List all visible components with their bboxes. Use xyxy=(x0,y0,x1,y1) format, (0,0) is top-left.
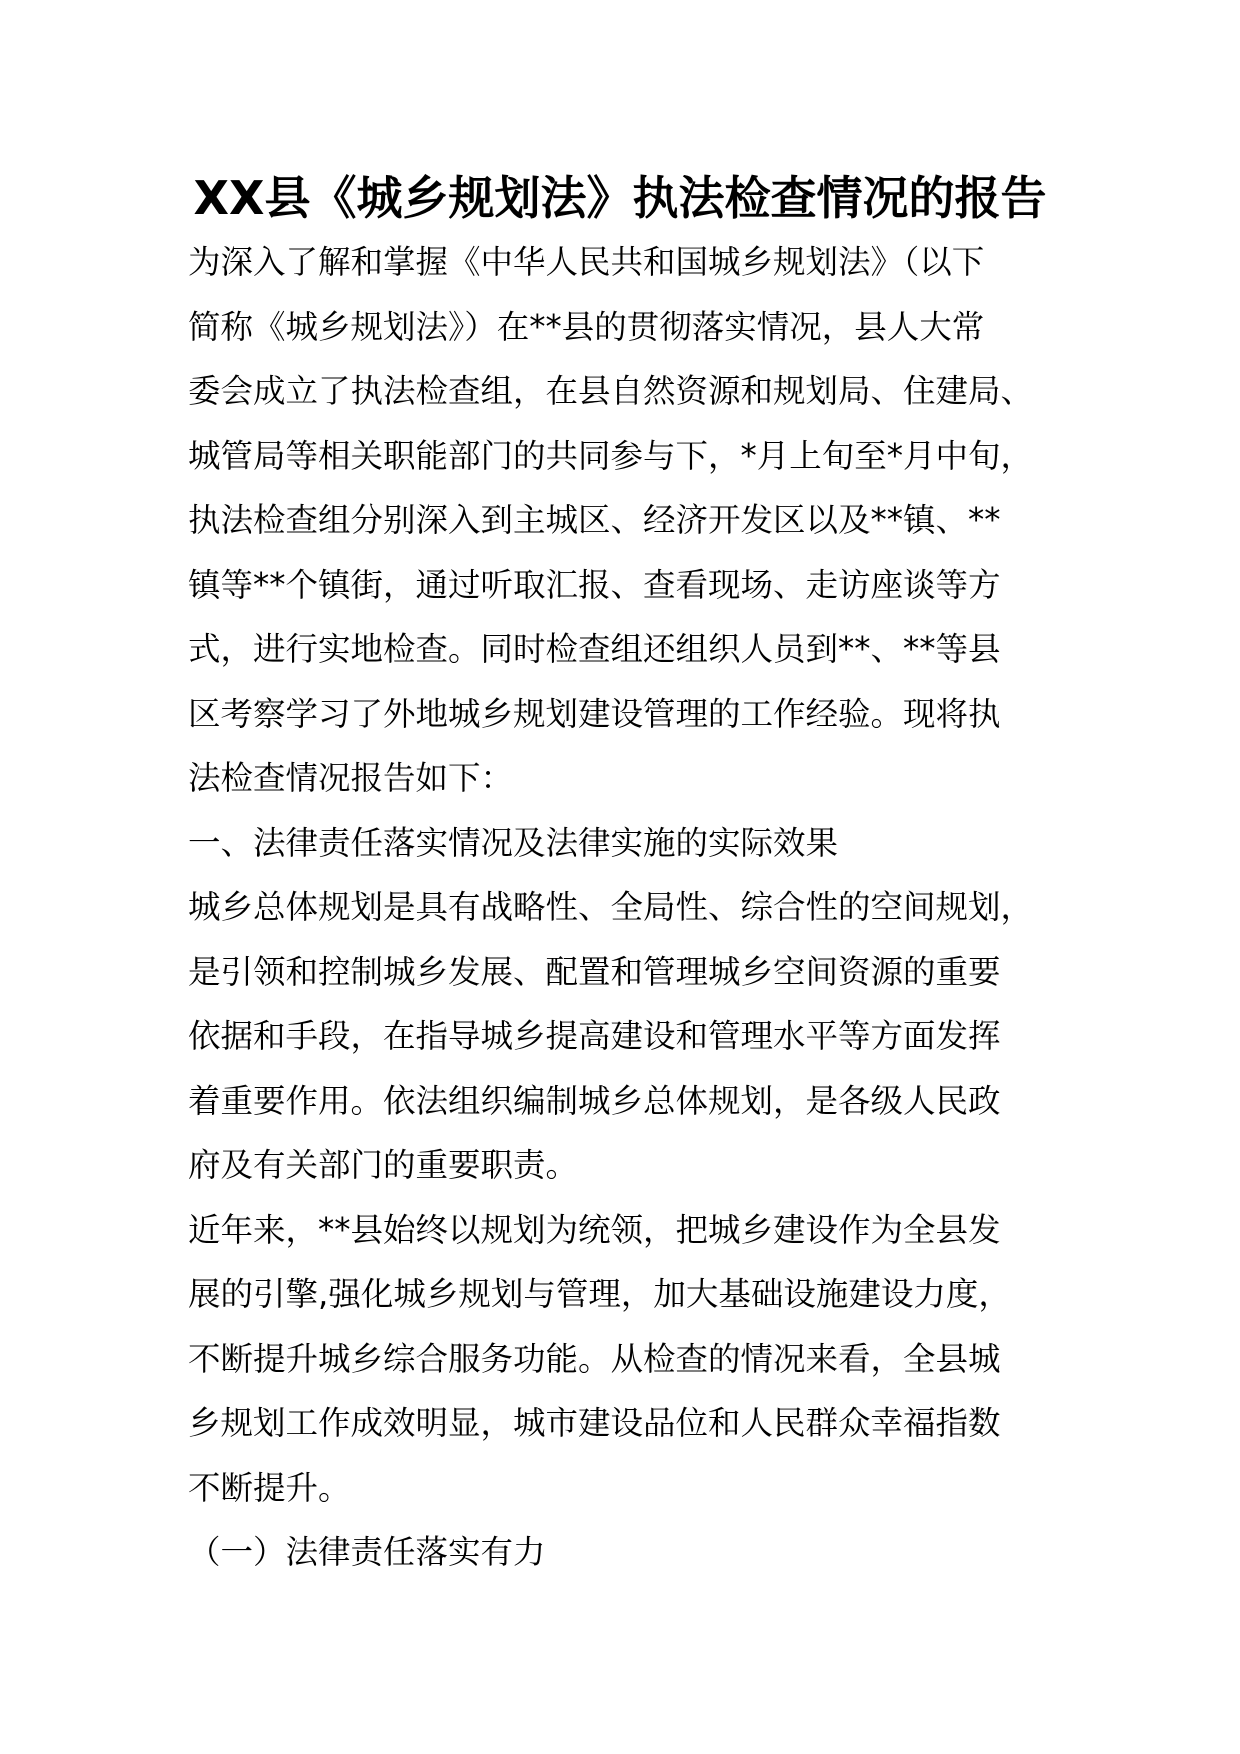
paragraph-line: 城乡总体规划是具有战略性、全局性、综合性的空间规划， xyxy=(188,888,1034,926)
paragraph-line: 不断提升城乡综合服务功能。从检查的情况来看，全县城 xyxy=(188,1339,1001,1378)
paragraph-line: 委会成立了执法检查组，在县自然资源和规划局、住建局、 xyxy=(188,372,1034,410)
subsection-heading: （一）法律责任落实有力 xyxy=(188,1533,546,1571)
document-title: XX县《城乡规划法》执法检查情况的报告 xyxy=(193,171,1047,225)
paragraph-line: 城管局等相关职能部门的共同参与下，*月上旬至*月中旬， xyxy=(188,436,1034,475)
section-heading: 一、法律责任落实情况及法律实施的实际效果 xyxy=(188,823,839,862)
paragraph-line: 乡规划工作成效明显，城市建设品位和人民群众幸福指数 xyxy=(188,1404,1001,1442)
paragraph-line: 镇等**个镇街，通过听取汇报、查看现场、走访座谈等方 xyxy=(188,565,1001,604)
paragraph-line: 式，进行实地检查。同时检查组还组织人员到**、**等县 xyxy=(188,630,1001,668)
paragraph-line: 法检查情况报告如下： xyxy=(188,759,514,797)
document-body xyxy=(188,230,1058,1585)
paragraph-line: 区考察学习了外地城乡规划建设管理的工作经验。现将执 xyxy=(188,694,1001,733)
paragraph-line: 近年来，**县始终以规划为统领，把城乡建设作为全县发 xyxy=(188,1210,1001,1249)
paragraph-line: 简称《城乡规划法》）在**县的贯彻落实情况，县人大常 xyxy=(188,307,985,346)
paragraph-line: 展的引擎,强化城乡规划与管理，加大基础设施建设力度， xyxy=(188,1275,1011,1313)
paragraph-line: 府及有关部门的重要职责。 xyxy=(188,1146,579,1184)
paragraph-line: 为深入了解和掌握《中华人民共和国城乡规划法》（以下 xyxy=(188,243,985,281)
paragraph-line: 依据和手段，在指导城乡提高建设和管理水平等方面发挥 xyxy=(188,1017,1001,1055)
paragraph-line: 执法检查组分别深入到主城区、经济开发区以及**镇、** xyxy=(188,501,1001,539)
paragraph-line: 不断提升。 xyxy=(188,1468,351,1507)
paragraph-line: 着重要作用。依法组织编制城乡总体规划，是各级人民政 xyxy=(188,1081,1001,1120)
paragraph-line: 是引领和控制城乡发展、配置和管理城乡空间资源的重要 xyxy=(188,952,1001,991)
